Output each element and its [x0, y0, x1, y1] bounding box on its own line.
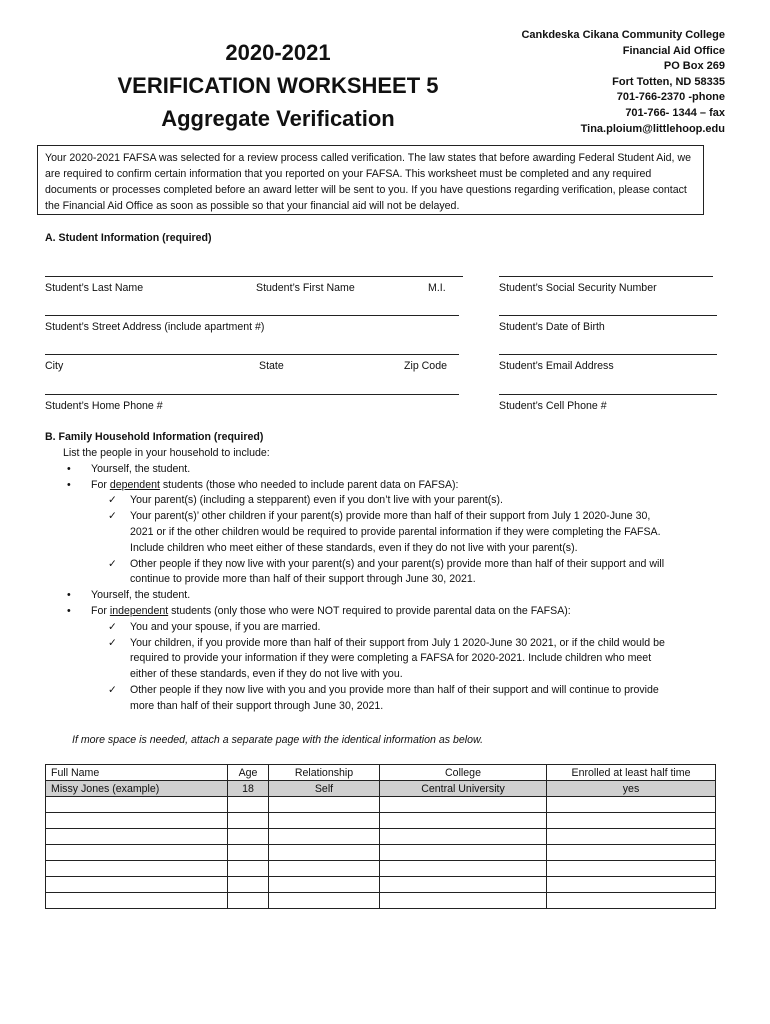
list-item: • Yourself, the student. [0, 588, 770, 604]
intro-box: Your 2020-2021 FAFSA was selected for a review process called verification. The law states that before awarding Federal Student Aid, we are required to confirm certain information that you reported on your FAFSA. This worksheet must be completed and any required documents or processes completed before an award letter will be sent to you. If you have questions regarding verification, please contact the Financial Aid Office as soon as possible so that your financial aid will not be delayed. [37, 145, 704, 215]
cell[interactable] [380, 797, 547, 813]
cell[interactable] [228, 861, 269, 877]
cell[interactable] [46, 797, 228, 813]
table-header-row [46, 765, 716, 781]
col-relationship: Relationship [269, 765, 380, 781]
col-age: Age [228, 765, 269, 781]
cell[interactable] [380, 893, 547, 909]
table-row[interactable] [46, 829, 716, 845]
table-row[interactable] [46, 813, 716, 829]
list-item: ✓ Other people if they now live with you and you provide more than half of their support and will continue to provide [0, 683, 770, 699]
example-enrolled: yes [547, 781, 716, 797]
example-age: 18 [228, 781, 269, 797]
cell[interactable] [269, 797, 380, 813]
bullet-icon: • [67, 589, 71, 602]
state-label: State [259, 360, 284, 372]
checkmark-icon: ✓ [108, 683, 117, 696]
dob-line[interactable] [499, 315, 717, 316]
cell-phone-line[interactable] [499, 394, 717, 395]
last-name-label: Student’s Last Name [45, 282, 144, 294]
title-subtitle: Aggregate Verification [161, 106, 395, 131]
college-contact-block [521, 28, 725, 137]
list-item: ✓ You and your spouse, if you are married. [0, 620, 770, 636]
cell[interactable] [547, 845, 716, 861]
po-box: PO Box 269 [663, 60, 725, 73]
cell[interactable] [228, 829, 269, 845]
bullet-icon: • [67, 462, 71, 475]
cell[interactable] [269, 813, 380, 829]
office-name: Financial Aid Office [622, 44, 725, 57]
checkmark-icon: ✓ [108, 510, 117, 523]
cell[interactable] [228, 845, 269, 861]
home-phone-line[interactable] [45, 394, 459, 395]
zip-label: Zip Code [404, 360, 447, 372]
worksheet-title [88, 36, 468, 135]
list-item-continued: Include children who meet either of these standards, even if they do not live with your parent(s). [130, 541, 578, 554]
table-row[interactable] [46, 861, 716, 877]
cell[interactable] [269, 893, 380, 909]
list-item: • For independent students (only those who were NOT required to provide parental data on the FAFSA): [0, 604, 770, 620]
cell[interactable] [269, 877, 380, 893]
cell[interactable] [46, 845, 228, 861]
example-college: Central University [380, 781, 547, 797]
list-item: • For dependent students (those who needed to include parent data on FAFSA): [0, 478, 770, 494]
cell[interactable] [547, 797, 716, 813]
cell[interactable] [380, 813, 547, 829]
col-college: College [380, 765, 547, 781]
phone: 701-766-2370 -phone [616, 91, 725, 104]
cell[interactable] [547, 829, 716, 845]
checkmark-icon: ✓ [108, 636, 117, 649]
title-name: VERIFICATION WORKSHEET 5 [117, 73, 439, 98]
last-first-mi-line[interactable] [45, 276, 463, 277]
city-state-zip: Fort Totten, ND 58335 [612, 75, 725, 88]
list-item-continued: required to provide your information if they were completing a FAFSA for 2020-2021. Include children who meet [130, 652, 652, 665]
street-line[interactable] [45, 315, 459, 316]
list-item-continued: more than half of their support through June 30, 2021. [130, 699, 384, 712]
bullet-icon: • [67, 604, 71, 617]
first-name-label: Student’s First Name [256, 282, 355, 294]
section-a-heading: A. Student Information (required) [45, 232, 212, 244]
list-intro: List the people in your household to include: [63, 447, 270, 459]
home-phone-label: Student’s Home Phone # [45, 400, 163, 412]
cell[interactable] [228, 877, 269, 893]
table-row[interactable] [46, 797, 716, 813]
cell[interactable] [547, 861, 716, 877]
extra-space-note: If more space is needed, attach a separate page with the identical information as below. [72, 734, 484, 746]
table-row[interactable] [46, 893, 716, 909]
email: Tina.ploium@littlehoop.edu [580, 122, 725, 135]
cell[interactable] [269, 829, 380, 845]
example-relationship: Self [269, 781, 380, 797]
email-line[interactable] [499, 354, 717, 355]
email-label: Student’s Email Address [499, 360, 614, 372]
street-label: Student’s Street Address (include apartment #) [45, 321, 265, 333]
table-row[interactable] [46, 877, 716, 893]
household-instructions [0, 446, 770, 715]
list-item-continued: 2021 or if the other children would be required to provide parental information if they were completing the FAFSA. [130, 525, 661, 538]
section-b-heading: B. Family Household Information (required) [45, 431, 264, 443]
cell[interactable] [46, 893, 228, 909]
list-item: • Yourself, the student. [0, 462, 770, 478]
cell[interactable] [380, 845, 547, 861]
city-state-zip-line[interactable] [45, 354, 459, 355]
dob-label: Student’s Date of Birth [499, 321, 605, 333]
list-item-continued: continue to provide more than half of their support through June 30, 2021. [130, 573, 476, 586]
cell-phone-label: Student’s Cell Phone # [499, 400, 607, 412]
ssn-line[interactable] [499, 276, 713, 277]
cell[interactable] [547, 813, 716, 829]
list-item: ✓ Your parent(s) (including a stepparent) even if you don’t live with your parent(s). [0, 493, 770, 509]
checkmark-icon: ✓ [108, 494, 117, 507]
list-item: ✓ Your parent(s)’ other children if your parent(s) provide more than half of their support from July 1 2020-June 30, [0, 509, 770, 525]
bullet-icon: • [67, 478, 71, 491]
list-item-continued: either of these standards, even if they do not live with you. [130, 668, 403, 681]
checkmark-icon: ✓ [108, 620, 117, 633]
example-row [46, 781, 716, 797]
title-year: 2020-2021 [225, 40, 331, 65]
mi-label: M.I. [428, 282, 446, 294]
col-enrolled: Enrolled at least half time [547, 765, 716, 781]
checkmark-icon: ✓ [108, 557, 117, 570]
cell[interactable] [228, 813, 269, 829]
cell[interactable] [380, 829, 547, 845]
col-full-name: Full Name [46, 765, 228, 781]
cell[interactable] [380, 877, 547, 893]
cell[interactable] [228, 797, 269, 813]
fax: 701-766- 1344 – fax [625, 106, 725, 119]
cell[interactable] [46, 829, 228, 845]
cell[interactable] [269, 845, 380, 861]
household-table [45, 764, 716, 909]
list-item: ✓ Other people if they now live with your parent(s) and your parent(s) provide more than half of their support and will [0, 557, 770, 573]
college-name: Cankdeska Cikana Community College [521, 29, 725, 41]
city-label: City [45, 360, 64, 372]
cell[interactable] [547, 877, 716, 893]
example-name: Missy Jones (example) [46, 781, 228, 797]
list-item: ✓ Your children, if you provide more than half of their support from July 1 2020-June 30 2021, or if the child would be [0, 636, 770, 652]
ssn-label: Student’s Social Security Number [499, 282, 657, 294]
cell[interactable] [547, 893, 716, 909]
cell[interactable] [46, 861, 228, 877]
cell[interactable] [46, 877, 228, 893]
cell[interactable] [46, 813, 228, 829]
cell[interactable] [228, 893, 269, 909]
cell[interactable] [269, 861, 380, 877]
table-row[interactable] [46, 845, 716, 861]
cell[interactable] [380, 861, 547, 877]
